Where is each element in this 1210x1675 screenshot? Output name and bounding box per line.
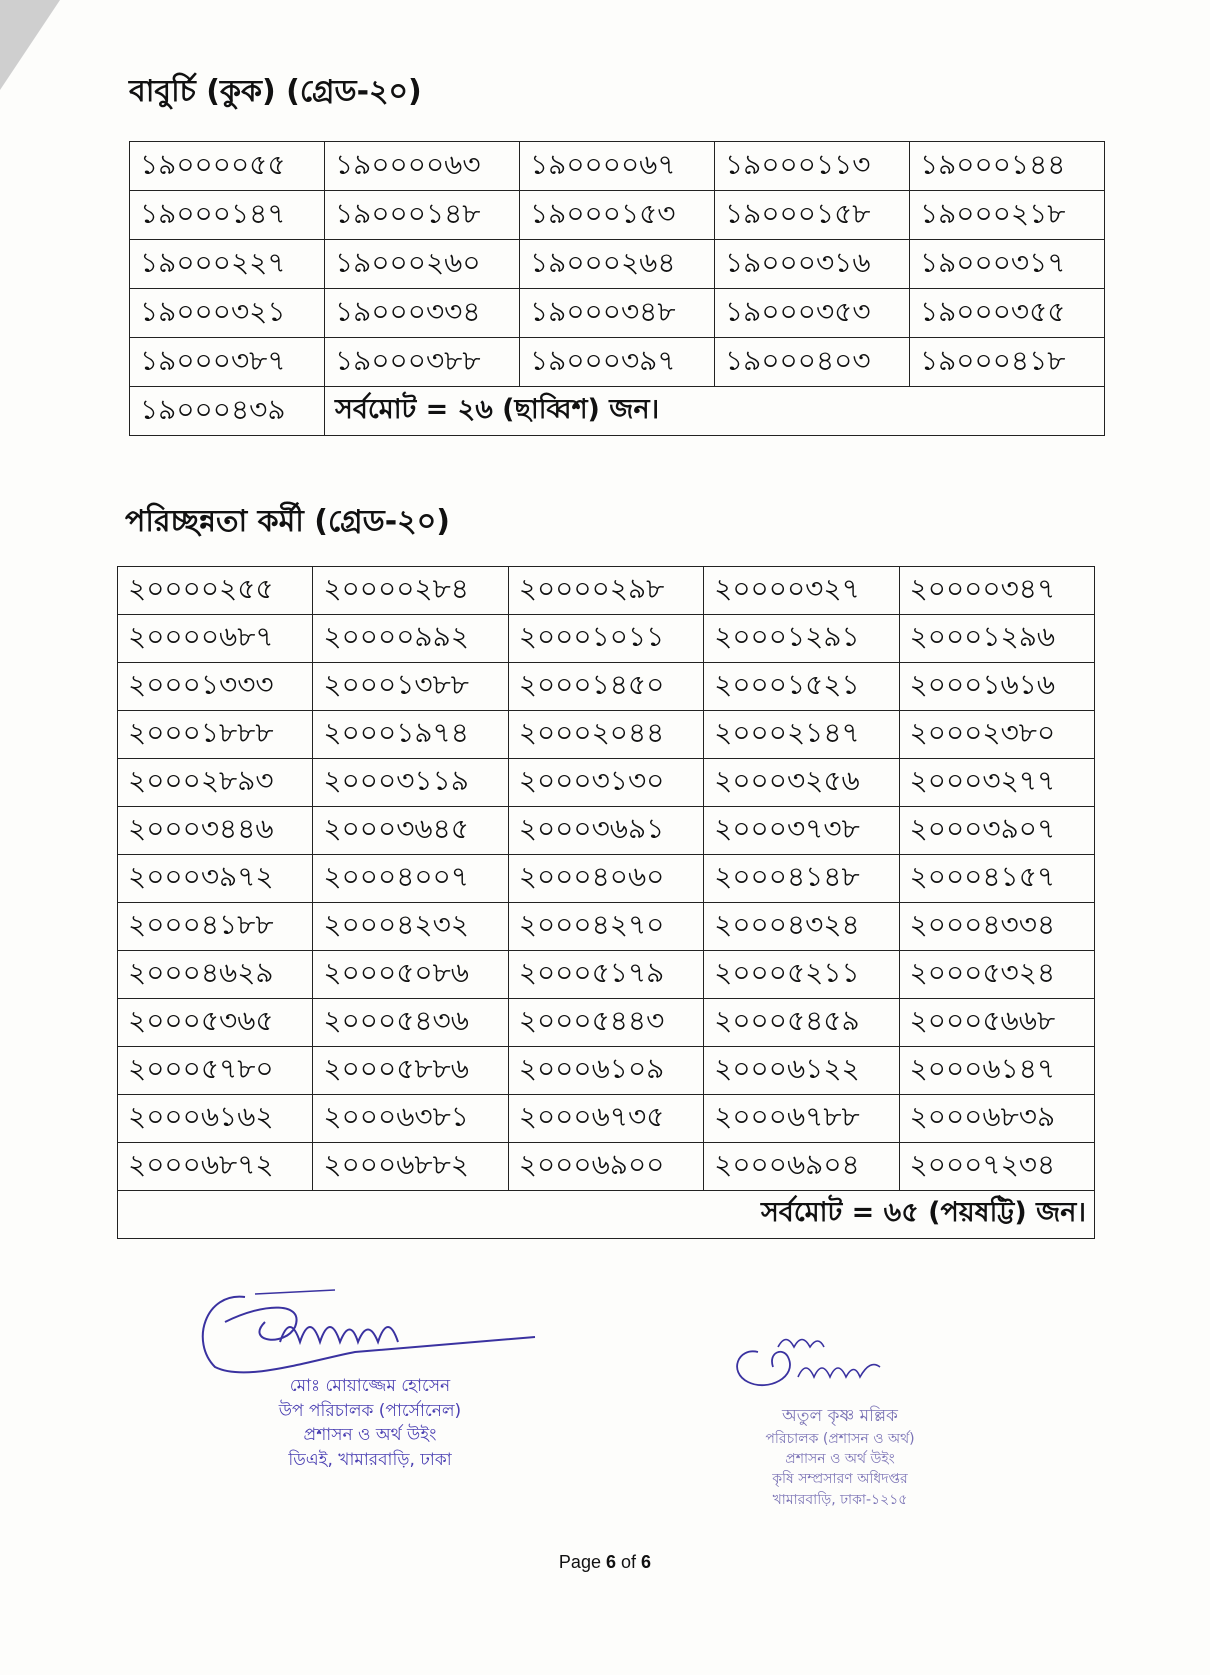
id-cell: ২০০০৫৪৫৯ xyxy=(704,999,899,1047)
id-cell: ১৯০০০৩৫৫ xyxy=(909,289,1104,338)
id-cell: ১৯০০০১১৩ xyxy=(715,142,910,191)
cleaner-table-body xyxy=(118,567,1095,1239)
total-count-cell: সর্বমোট = ৬৫ (পয়ষট্টি) জন। xyxy=(118,1191,1095,1239)
id-cell: ১৯০০০১৫৮ xyxy=(715,191,910,240)
id-cell: ২০০০৩৯০৭ xyxy=(899,807,1094,855)
table-row xyxy=(130,338,1105,387)
id-cell: ১৯০০০১৪৭ xyxy=(130,191,325,240)
id-cell: ২০০০১২৯১ xyxy=(704,615,899,663)
id-cell: ২০০০২০৪৪ xyxy=(508,711,703,759)
id-cell: ১৯০০০১৪৪ xyxy=(909,142,1104,191)
id-cell: ১৯০০০২৬৪ xyxy=(520,240,715,289)
id-cell: ২০০০৬৯০০ xyxy=(508,1143,703,1191)
id-cell: ২০০০৬৭৮৮ xyxy=(704,1095,899,1143)
id-cell: ২০০০৫১৭৯ xyxy=(508,951,703,999)
id-cell: ২০০০৪১৮৮ xyxy=(118,903,313,951)
right-signatory-name: অতুল কৃষ্ণ মল্লিক xyxy=(782,1406,898,1426)
id-cell: ২০০০৫৩২৪ xyxy=(899,951,1094,999)
id-cell: ১৯০০০২১৮ xyxy=(909,191,1104,240)
id-cell: ২০০০৬১৪৭ xyxy=(899,1047,1094,1095)
id-cell: ১৯০০০৩৪৮ xyxy=(520,289,715,338)
id-cell: ২০০০৬১২২ xyxy=(704,1047,899,1095)
id-cell: ২০০০৬৮৩৯ xyxy=(899,1095,1094,1143)
id-cell: ২০০০২৮৯৩ xyxy=(118,759,313,807)
id-cell: ২০০০৬৯০৪ xyxy=(704,1143,899,1191)
left-signatory-office: ডিএই, খামারবাড়ি, ঢাকা xyxy=(288,1449,452,1470)
table-row xyxy=(118,567,1095,615)
id-cell: ১৯০০০৩১৭ xyxy=(909,240,1104,289)
table-row xyxy=(130,142,1105,191)
left-signatory-wing: প্রশাসন ও অর্থ উইং xyxy=(303,1425,437,1446)
table-row xyxy=(118,951,1095,999)
id-cell: ২০০০৬৮৭২ xyxy=(118,1143,313,1191)
id-cell: ২০০০৪০৬০ xyxy=(508,855,703,903)
table-row xyxy=(118,711,1095,759)
id-cell: ১৯০০০৩১৬ xyxy=(715,240,910,289)
section-title-cleaner: পরিচ্ছন্নতা কর্মী (গ্রেড-২০) xyxy=(125,504,450,539)
id-cell: ২০০০৬১০৯ xyxy=(508,1047,703,1095)
id-cell: ২০০০২৩৮০ xyxy=(899,711,1094,759)
left-signatory-block xyxy=(230,1374,510,1473)
left-signature xyxy=(185,1282,545,1382)
id-cell: ১৯০০০০৬৭ xyxy=(520,142,715,191)
id-cell: ২০০০৫২১১ xyxy=(704,951,899,999)
page-number-total: 6 xyxy=(641,1552,652,1572)
id-cell: ২০০০১২৯৬ xyxy=(899,615,1094,663)
right-signatory-designation: পরিচালক (প্রশাসন ও অর্থ) xyxy=(765,1430,915,1447)
table-row xyxy=(118,759,1095,807)
id-cell: ২০০০০২৫৫ xyxy=(118,567,313,615)
id-cell: ২০০০১৮৮৮ xyxy=(118,711,313,759)
total-row xyxy=(130,387,1105,436)
table-row xyxy=(118,807,1095,855)
id-cell: ২০০০৫০৮৬ xyxy=(313,951,508,999)
id-cell: ২০০০৪২৩২ xyxy=(313,903,508,951)
id-cell: ১৯০০০০৬৩ xyxy=(325,142,520,191)
id-cell: ২০০০৪৩৩৪ xyxy=(899,903,1094,951)
id-cell: ২০০০৪১৫৭ xyxy=(899,855,1094,903)
id-cell: ১৯০০০৩৩৪ xyxy=(325,289,520,338)
right-signatory-department: কৃষি সম্প্রসারণ অধিদপ্তর xyxy=(772,1471,908,1488)
id-cell: ২০০০১৫২১ xyxy=(704,663,899,711)
id-cell: ২০০০০৩২৭ xyxy=(704,567,899,615)
table-row xyxy=(118,615,1095,663)
id-cell: ২০০০০৬৮৭ xyxy=(118,615,313,663)
id-cell: ১৯০০০০৫৫ xyxy=(130,142,325,191)
id-cell: ২০০০৪১৪৮ xyxy=(704,855,899,903)
id-cell: ২০০০১৬১৬ xyxy=(899,663,1094,711)
id-cell: ২০০০৫৪৩৬ xyxy=(313,999,508,1047)
table-row xyxy=(130,191,1105,240)
id-cell: ১৯০০০৪১৮ xyxy=(909,338,1104,387)
left-signatory-name: মোঃ মোয়াজ্জেম হোসেন xyxy=(289,1376,451,1396)
id-cell: ২০০০৫৬৬৮ xyxy=(899,999,1094,1047)
id-cell: ২০০০৩৪৪৬ xyxy=(118,807,313,855)
table-row xyxy=(130,289,1105,338)
id-cell: ২০০০০৯৯২ xyxy=(313,615,508,663)
id-cell: ২০০০৬৩৮১ xyxy=(313,1095,508,1143)
id-cell: ২০০০৩৭৩৮ xyxy=(704,807,899,855)
table-row xyxy=(118,1143,1095,1191)
total-row xyxy=(118,1191,1095,1239)
cook-id-table xyxy=(129,141,1105,436)
id-cell: ২০০০০২৮৪ xyxy=(313,567,508,615)
page-number-of: of xyxy=(621,1552,637,1572)
id-cell: ২০০০৪২৭০ xyxy=(508,903,703,951)
id-cell: ২০০০৬৭৩৫ xyxy=(508,1095,703,1143)
id-cell: ১৯০০০২২৭ xyxy=(130,240,325,289)
id-cell: ১৯০০০১৪৮ xyxy=(325,191,520,240)
section-title-cook: বাবুর্চি (কুক) (গ্রেড-২০) xyxy=(129,74,422,109)
id-cell: ২০০০৩১১৯ xyxy=(313,759,508,807)
id-cell: ১৯০০০২৬০ xyxy=(325,240,520,289)
id-cell: ২০০০৩৬৯১ xyxy=(508,807,703,855)
id-cell: ২০০০৫৭৮০ xyxy=(118,1047,313,1095)
table-row xyxy=(118,1047,1095,1095)
id-cell: ২০০০৩২৭৭ xyxy=(899,759,1094,807)
id-cell: ১৯০০০১৫৩ xyxy=(520,191,715,240)
right-signature xyxy=(718,1322,918,1402)
id-cell: ২০০০৫৩৬৫ xyxy=(118,999,313,1047)
page-number-current: 6 xyxy=(605,1552,616,1572)
id-cell: ২০০০৪৩২৪ xyxy=(704,903,899,951)
id-cell: ২০০০০২৯৮ xyxy=(508,567,703,615)
cook-table-body xyxy=(130,142,1105,436)
right-signatory-wing: প্রশাসন ও অর্থ উইং xyxy=(785,1450,895,1467)
id-cell: ২০০০১৯৭৪ xyxy=(313,711,508,759)
id-cell: ২০০০৭২৩৪ xyxy=(899,1143,1094,1191)
id-cell: ১৯০০০৪০৩ xyxy=(715,338,910,387)
table-row xyxy=(118,663,1095,711)
table-row xyxy=(118,903,1095,951)
id-cell: ২০০০৩১৩০ xyxy=(508,759,703,807)
id-cell: ২০০০৪০০৭ xyxy=(313,855,508,903)
id-cell: ২০০০৪৬২৯ xyxy=(118,951,313,999)
id-cell: ১৯০০০৩৮৮ xyxy=(325,338,520,387)
table-row xyxy=(118,1095,1095,1143)
id-cell: ২০০০৬৮৮২ xyxy=(313,1143,508,1191)
id-cell: ১৯০০০৩৫৩ xyxy=(715,289,910,338)
id-cell: ২০০০২১৪৭ xyxy=(704,711,899,759)
right-signatory-address: খামারবাড়ি, ঢাকা-১২১৫ xyxy=(772,1491,908,1508)
id-cell: ২০০০৫৮৮৬ xyxy=(313,1047,508,1095)
id-cell: ২০০০১০১১ xyxy=(508,615,703,663)
right-signatory-block xyxy=(700,1404,980,1510)
id-cell: ২০০০৬১৬২ xyxy=(118,1095,313,1143)
id-cell: ২০০০৩৬৪৫ xyxy=(313,807,508,855)
id-cell: ২০০০১৩৩৩ xyxy=(118,663,313,711)
id-cell: ১৯০০০৩২১ xyxy=(130,289,325,338)
id-cell: ২০০০৩৯৭২ xyxy=(118,855,313,903)
table-row xyxy=(118,855,1095,903)
table-row xyxy=(130,240,1105,289)
id-cell: ১৯০০০৪৩৯ xyxy=(130,387,325,436)
total-count-cell: সর্বমোট = ২৬ (ছাব্বিশ) জন। xyxy=(325,387,1105,436)
id-cell: ২০০০০৩৪৭ xyxy=(899,567,1094,615)
page-corner-fold xyxy=(0,0,60,90)
id-cell: ২০০০১৪৫০ xyxy=(508,663,703,711)
id-cell: ১৯০০০৩৯৭ xyxy=(520,338,715,387)
cleaner-id-table xyxy=(117,566,1095,1239)
id-cell: ২০০০৩২৫৬ xyxy=(704,759,899,807)
id-cell: ১৯০০০৩৮৭ xyxy=(130,338,325,387)
id-cell: ২০০০১৩৮৮ xyxy=(313,663,508,711)
left-signatory-designation: উপ পরিচালক (পার্সোনেল) xyxy=(278,1400,462,1421)
page-number-prefix: Page xyxy=(558,1552,601,1572)
page-number xyxy=(0,1552,1210,1573)
id-cell: ২০০০৫৪৪৩ xyxy=(508,999,703,1047)
table-row xyxy=(118,999,1095,1047)
